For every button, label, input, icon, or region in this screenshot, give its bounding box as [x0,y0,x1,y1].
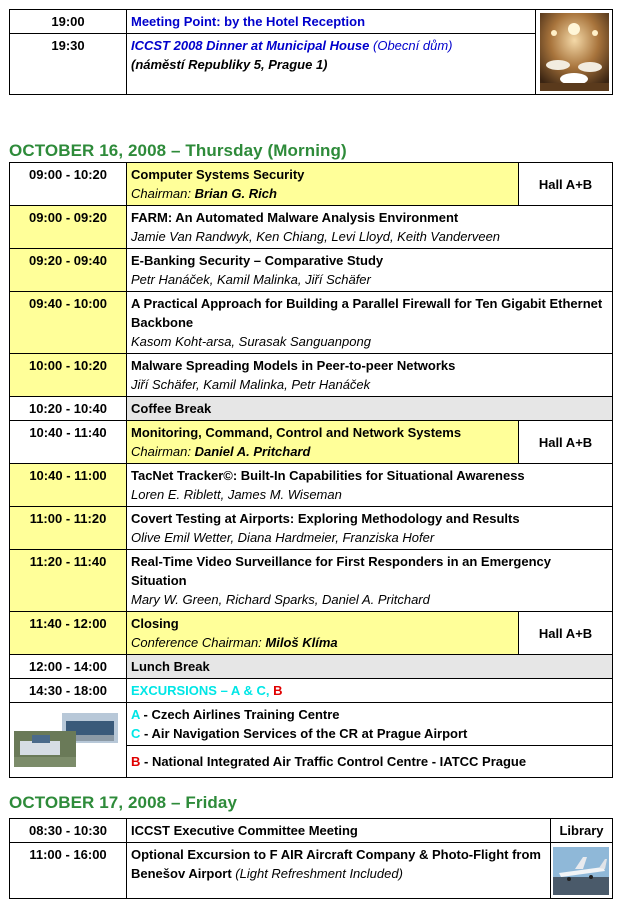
chair-name: Brian G. Rich [194,186,277,201]
break-title: Coffee Break [127,397,613,421]
photo-cell [10,703,127,778]
talk-cell [127,292,613,354]
talk-cell [127,464,613,507]
talk-authors: Petr Hanáček, Kamil Malinka, Jiří Schäfer [131,272,371,287]
thursday-heading: OCTOBER 16, 2008 – Thursday (Morning) [9,141,347,160]
excursion-item [131,705,608,724]
thursday-schedule-table [9,162,613,778]
friday-heading: OCTOBER 17, 2008 – Friday [9,793,238,812]
event-note: (Light Refreshment Included) [235,866,403,881]
airport-buildings-photo [12,711,120,769]
talk-title: E-Banking Security – Comparative Study [131,253,384,268]
talk-cell [127,507,613,550]
talk-cell [127,249,613,292]
photo-cell [551,843,613,899]
excursion-item [131,724,608,743]
talk-title: FARM: An Automated Malware Analysis Environment [131,210,459,225]
excursion-items-cell [127,703,613,746]
break-title: Lunch Break [127,655,613,679]
break-row [10,397,613,421]
event-title: Meeting Point: by the Hotel Reception [127,10,536,34]
time-cell: 11:00 - 11:20 [10,507,127,550]
event-title: ICCST 2008 Dinner at Municipal House [131,38,370,53]
time-cell: 11:40 - 12:00 [10,612,127,655]
time-cell: 10:40 - 11:40 [10,421,127,464]
excursion-item-cell [127,746,613,778]
time-cell: 09:00 - 09:20 [10,206,127,249]
talk-row [10,464,613,507]
talk-cell [127,550,613,612]
chair-label: Chairman: [131,186,191,201]
session-row [10,612,613,655]
time-cell: 19:00 [10,10,127,34]
excursion-letter: C [131,726,141,741]
event-title: ICCST Executive Committee Meeting [127,819,551,843]
excursion-text: - Czech Airlines Training Centre [139,707,340,722]
talk-title: Malware Spreading Models in Peer-to-peer Networks [131,358,456,373]
hall-cell: Hall A+B [519,612,613,655]
excursion-letter: A [131,707,140,722]
event-address: (náměstí Republiky 5, Prague 1) [131,57,328,72]
talk-row [10,249,613,292]
excursion-text: - Air Navigation Services of the CR at Prague Airport [140,726,468,741]
excursion-text: - National Integrated Air Traffic Control Centre - IATCC Prague [140,754,527,769]
time-cell: 08:30 - 10:30 [10,819,127,843]
session-title: Closing [131,616,179,631]
talk-cell [127,206,613,249]
talk-title: Real-Time Video Surveillance for First Responders in an Emergency Situation [131,554,551,588]
talk-authors: Mary W. Green, Richard Sparks, Daniel A. Pritchard [131,592,430,607]
session-cell [127,612,519,655]
evening-schedule-table [9,9,613,95]
talk-title: Covert Testing at Airports: Exploring Methodology and Results [131,511,520,526]
time-cell: 12:00 - 14:00 [10,655,127,679]
talk-title: A Practical Approach for Building a Parallel Firewall for Ten Gigabit Ethernet Backbone [131,296,603,330]
time-cell: 14:30 - 18:00 [10,679,127,703]
chair-label: Conference Chairman: [131,635,262,650]
event-cell [127,843,551,899]
talk-authors: Olive Emil Wetter, Diana Hardmeier, Franziska Hofer [131,530,435,545]
excursion-letter: B [131,754,141,769]
hall-cell: Hall A+B [519,421,613,464]
chair-name: Daniel A. Pritchard [194,444,311,459]
location-cell: Library [551,819,613,843]
talk-authors: Kasom Koht-arsa, Surasak Sanguanpong [131,334,371,349]
aircraft-photo [553,847,609,895]
session-title: Monitoring, Command, Control and Network Systems [131,425,462,440]
time-cell: 10:00 - 10:20 [10,354,127,397]
table-row [10,819,613,843]
session-row [10,421,613,464]
break-row [10,655,613,679]
hall-cell: Hall A+B [519,163,613,206]
time-cell: 09:20 - 09:40 [10,249,127,292]
talk-row [10,292,613,354]
time-cell: 09:00 - 10:20 [10,163,127,206]
table-row [10,843,613,899]
time-cell: 09:40 - 10:00 [10,292,127,354]
excursion-title-cell [127,679,613,703]
time-cell: 19:30 [10,34,127,95]
talk-title: TacNet Tracker©: Built-In Capabilities for Situational Awareness [131,468,525,483]
talk-row [10,507,613,550]
excursion-detail-row [10,703,613,746]
session-row [10,163,613,206]
banquet-hall-photo [540,13,609,91]
session-cell [127,421,519,464]
time-cell: 11:20 - 11:40 [10,550,127,612]
talk-authors: Jamie Van Randwyk, Ken Chiang, Levi Lloyd, Keith Vanderveen [131,229,501,244]
time-cell: 10:40 - 11:00 [10,464,127,507]
session-title: Computer Systems Security [131,167,305,182]
excursion-title: EXCURSIONS – A & C, [131,683,270,698]
photo-cell [536,10,613,95]
talk-authors: Jiří Schäfer, Kamil Malinka, Petr Hanáček [131,377,371,392]
talk-row [10,354,613,397]
event-title: Optional Excursion to F AIR Aircraft Company & Photo-Flight from Benešov Airport [131,847,541,881]
chair-name: Miloš Klíma [265,635,338,650]
friday-schedule-table [9,818,613,899]
time-cell: 11:00 - 16:00 [10,843,127,899]
excursion-title-b: B [273,683,283,698]
table-row [10,34,613,95]
event-cell [127,34,536,95]
talk-cell [127,354,613,397]
talk-row [10,206,613,249]
talk-row [10,550,613,612]
excursion-row [10,679,613,703]
event-title-extra: (Obecní dům) [373,38,453,53]
talk-authors: Loren E. Riblett, James M. Wiseman [131,487,342,502]
time-cell: 10:20 - 10:40 [10,397,127,421]
chair-label: Chairman: [131,444,191,459]
table-row [10,10,613,34]
session-cell [127,163,519,206]
